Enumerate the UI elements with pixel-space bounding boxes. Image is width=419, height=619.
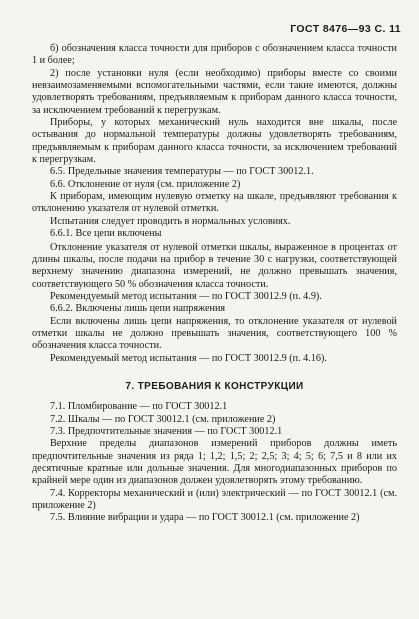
paragraph: Приборы, у которых механический нуль находится вне шкалы, после остывания до нормальной температуры должны удовлетворять требованиям, предъявляемым к приборам данного класса точности, за исключением требований к перегрузкам. — [32, 117, 397, 166]
clause-heading: 7.2. Шкалы — по ГОСТ 30012.1 (см. приложение 2) — [50, 413, 276, 425]
paragraph: Испытания следует проводить в нормальных условиях. — [50, 215, 291, 227]
paragraph: 7.4. Корректоры механический и (или) электрический — по ГОСТ 30012.1 (см. приложение 2) — [32, 487, 397, 512]
clause-heading: 6.6.1. Все цепи включены — [50, 228, 162, 240]
clause-heading: 7.3. Предпочтительные значения — по ГОСТ 30012.1 — [50, 425, 283, 437]
clause-heading: 7.1. Пломбирование — по ГОСТ 30012.1 — [50, 401, 228, 413]
paragraph: 7.5. Влияние вибрации и удара — по ГОСТ 30012.1 (см. приложение 2) — [50, 512, 360, 524]
paragraph: Верхние пределы диапазонов измерений приборов должны иметь предпочтительные значения из ряда 1; 1,2; 1,5; 2; 2,5; 3; 4; 5; 6; 7,5 и 8 или их десятичные кратные или дольные значения. Для многодиапазонных приборов по крайней мере один из диапазонов должен удовлетворять этому требованию. — [32, 438, 397, 487]
page-content — [32, 43, 397, 525]
clause-heading: 6.5. Предельные значения температуры — по ГОСТ 30012.1. — [50, 166, 314, 178]
clause-heading: 6.6. Отклонение от нуля (см. приложение 2) — [50, 178, 241, 190]
paragraph: Рекомендуемый метод испытания — по ГОСТ 30012.9 (п. 4.16). — [50, 352, 327, 364]
paragraph: Рекомендуемый метод испытания — по ГОСТ 30012.9 (п. 4.9). — [50, 290, 322, 302]
paragraph: Отклонение указателя от нулевой отметки шкалы, выраженное в процентах от длины шкалы, после подачи на прибор в течение 30 с нагрузки, соответствующей верхнему значению диапазона измерений, не должно превышать значения, соответствующего 50 % обозначения класса точности. — [32, 241, 397, 290]
page-header: ГОСТ 8476—93 С. 11 — [290, 23, 401, 35]
paragraph: б) обозначения класса точности для приборов с обозначением класса точности 1 и более; — [32, 43, 397, 67]
paragraph: К приборам, имеющим нулевую отметку на шкале, предъявляют требования к отклонению указателя от нулевой отметки. — [32, 191, 397, 215]
paragraph: 2) после установки нуля (если необходимо) приборы вместе со своими невзаимозаменяемыми вспомогательными частями, если такие имеются, должны удовлетворять требованиям, предъявляемым к приборам данного класса точности, за исключением требований к перегрузкам. — [32, 67, 397, 116]
section-heading: 7. ТРЕБОВАНИЯ К КОНСТРУКЦИИ — [125, 380, 304, 392]
clause-heading: 6.6.2. Включены лишь цепи напряжения — [50, 303, 226, 315]
paragraph: Если включены лишь цепи напряжения, то отклонение указателя от нулевой отметки шкалы не должно превышать значения, соответствующего 100 % обозначения класса точности. — [32, 315, 397, 352]
